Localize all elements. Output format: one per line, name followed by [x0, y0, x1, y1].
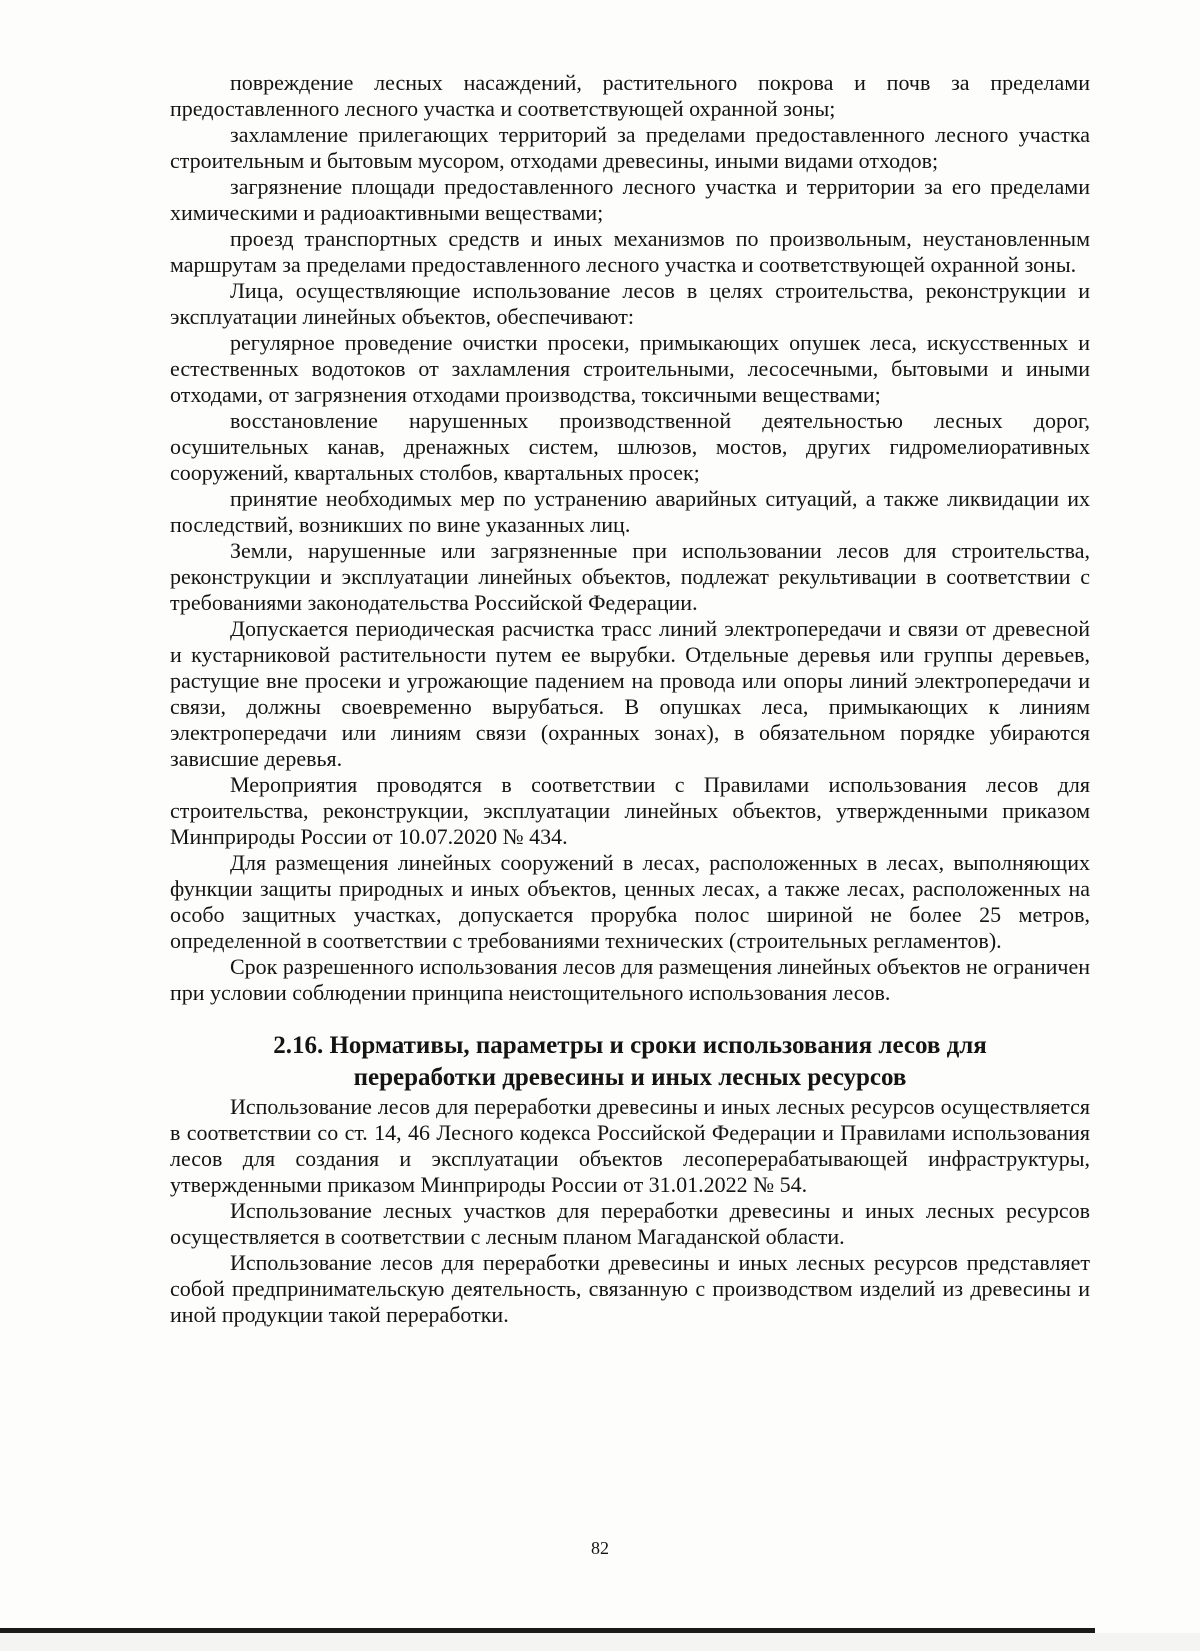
- scan-bottom-margin: [0, 1633, 1200, 1651]
- paragraph: принятие необходимых мер по устранению аварийных ситуаций, а также ликвидации их последствий, возникших по вине указанных лиц.: [170, 486, 1090, 537]
- paragraph: повреждение лесных насаждений, растительного покрова и почв за пределами предоставленного лесного участка и соответствующей охранной зоны;: [170, 70, 1090, 121]
- paragraph: Использование лесов для переработки древесины и иных лесных ресурсов представляет собой предпринимательскую деятельность, связанную с производством изделий из древесины и иной продукции такой переработки.: [170, 1250, 1090, 1327]
- scan-bottom-edge-line: [0, 1628, 1095, 1633]
- paragraph: Срок разрешенного использования лесов для размещения линейных объектов не ограничен при условии соблюдении принципа неистощительного использования лесов.: [170, 954, 1090, 1005]
- paragraph: загрязнение площади предоставленного лесного участка и территории за его пределами химическими и радиоактивными веществами;: [170, 174, 1090, 225]
- paragraph: Использование лесов для переработки древесины и иных лесных ресурсов осуществляется в соответствии со ст. 14, 46 Лесного кодекса Российской Федерации и Правилами использования лесов для создания и эксплуатации объектов лесоперерабатывающей инфраструктуры, утвержденными приказом Минприроды России от 31.01.2022 № 54.: [170, 1094, 1090, 1197]
- paragraph: регулярное проведение очистки просеки, примыкающих опушек леса, искусственных и естественных водотоков от захламления строительными, лесосечными, бытовыми и иными отходами, от загрязнения отходами производства, токсичными веществами;: [170, 330, 1090, 407]
- paragraph: Для размещения линейных сооружений в лесах, расположенных в лесах, выполняющих функции защиты природных и иных объектов, ценных лесах, а также лесах, расположенных на особо защитных участках, допускается прорубка полос шириной не более 25 метров, определенной в соответствии с требованиями технических (строительных регламентов).: [170, 850, 1090, 953]
- page-content: [170, 70, 1090, 1328]
- section-heading-line-1: 2.16. Нормативы, параметры и сроки использования лесов для: [273, 1032, 987, 1059]
- page-number: 82: [591, 1538, 609, 1558]
- paragraph: захламление прилегающих территорий за пределами предоставленного лесного участка строительным и бытовым мусором, отходами древесины, иными видами отходов;: [170, 122, 1090, 173]
- paragraph: Допускается периодическая расчистка трасс линий электропередачи и связи от древесной и кустарниковой растительности путем ее вырубки. Отдельные деревья или группы деревьев, растущие вне просеки и угрожающие падением на провода или опоры линий электропередачи и связи, должны своевременно вырубаться. В опушках леса, примыкающих к линиям электропередачи или линиям связи (охранных зонах), в обязательном порядке убираются зависшие деревья.: [170, 616, 1090, 771]
- paragraph: Земли, нарушенные или загрязненные при использовании лесов для строительства, реконструкции и эксплуатации линейных объектов, подлежат рекультивации в соответствии с требованиями законодательства Российской Федерации.: [170, 538, 1090, 615]
- paragraph: Мероприятия проводятся в соответствии с Правилами использования лесов для строительства, реконструкции, эксплуатации линейных объектов, утвержденными приказом Минприроды России от 10.07.2020 № 434.: [170, 772, 1090, 849]
- paragraph: Лица, осуществляющие использование лесов в целях строительства, реконструкции и эксплуатации линейных объектов, обеспечивают:: [170, 278, 1090, 329]
- section-heading-line-2: переработки древесины и иных лесных ресурсов: [353, 1064, 907, 1091]
- paragraph: Использование лесных участков для переработки древесины и иных лесных ресурсов осуществляется в соответствии с лесным планом Магаданской области.: [170, 1198, 1090, 1249]
- section-heading: [170, 1030, 1090, 1094]
- paragraph: проезд транспортных средств и иных механизмов по произвольным, неустановленным маршрутам за пределами предоставленного лесного участка и соответствующей охранной зоны.: [170, 226, 1090, 277]
- paragraph: восстановление нарушенных производственной деятельностью лесных дорог, осушительных канав, дренажных систем, шлюзов, мостов, других гидромелиоративных сооружений, квартальных столбов, квартальных просек;: [170, 408, 1090, 485]
